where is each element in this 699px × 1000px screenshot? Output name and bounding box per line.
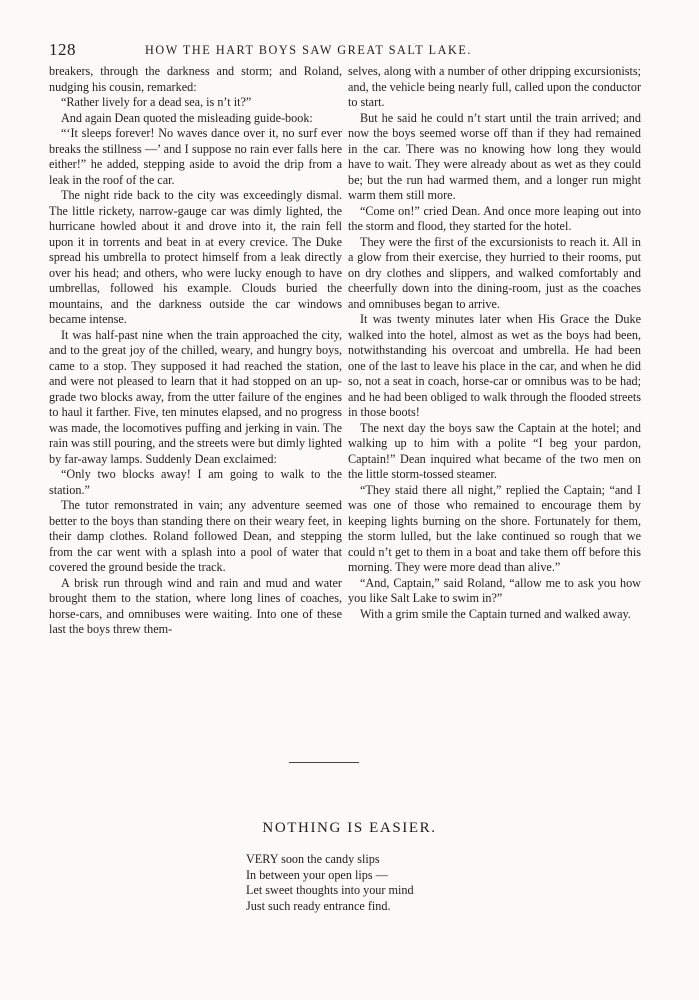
paragraph: “Come on!” cried Dean. And once more leaping out into the storm and flood, they started for the hotel. — [348, 203, 641, 233]
right-column — [348, 64, 641, 622]
poem-body — [246, 852, 414, 914]
paragraph: With a grim smile the Captain turned and walked away. — [360, 606, 631, 621]
section-divider — [289, 762, 359, 763]
left-column — [49, 64, 342, 638]
paragraph: “Only two blocks away! I am going to walk to the station.” — [49, 467, 342, 497]
paragraph: But he said he could n’t start until the train arrived; and now the boys seemed worse off than if they had remained in the car. There was no knowing how long they would have to wait. They were already about as wet as they could be; but the run had warmed them, and a longer run might warm them still more. — [348, 110, 641, 202]
poem-line: In between your open lips — — [246, 867, 388, 882]
poem-line: VERY soon the candy slips — [246, 852, 380, 866]
paragraph: It was half-past nine when the train approached the city, and to the great joy of the chilled, weary, and hungry boys, came to a stop. They supposed it had reached the station, and were not pleased to learn that it had stopped on an up-grade two blocks away, from the utter failure of the engines to haul it farther. Five, ten minutes elapsed, and no progress was made, the locomotives puffing and jerking in vain. The rain was still pouring, and the streets were but dimly lighted by far-away lamps. Suddenly Dean exclaimed: — [49, 327, 342, 466]
paragraph: The night ride back to the city was exceedingly dismal. The little rickety, narrow-gauge car was dimly lighted, the hurricane howled about it and drove into it, the rain fell upon it in torrents and beat in at every crevice. The Duke spread his umbrella to protect himself from a leak directly over his head; and others, who were lucky enough to have umbrellas, followed his example. Clouds buried the mountains, and the darkness outside the car windows became intense. — [49, 188, 342, 326]
paragraph: It was twenty minutes later when His Grace the Duke walked into the hotel, almost as wet as the boys had been, notwithstanding his overcoat and umbrella. He had been one of the last to leave his place in the car, and when he did so, not a seat in coach, horse-car or omnibus was to be had; and he had been obliged to walk through the flooded streets in those boots! — [348, 312, 641, 419]
page-header — [49, 40, 654, 60]
poem-title: NOTHING IS EASIER. — [262, 820, 437, 836]
paragraph: A brisk run through wind and rain and mud and water brought them to the station, where long lines of coaches, horse-cars, and omnibuses were waiting. Into one of these last the boys threw them- — [49, 575, 342, 636]
paragraph: And again Dean quoted the misleading guide-book: — [61, 110, 313, 125]
poem-line: Let sweet thoughts into your mind — [246, 883, 414, 897]
page-number: 128 — [49, 40, 76, 59]
paragraph: The tutor remonstrated in vain; any adventure seemed better to the boys than standing there on their weary feet, in their damp clothes. Roland followed Dean, and stepping from the car went with a splash into a pool of water that covered the ground beside the track. — [49, 498, 342, 574]
poem-line: Just such ready entrance find. — [246, 898, 391, 913]
paragraph: selves, along with a number of other dripping excursionists; and, the vehicle being nearly full, called upon the conductor to start. — [348, 64, 641, 109]
paragraph: “They staid there all night,” replied the Captain; “and I was one of those who remained to encourage them by keeping lights burning on the shore. Fortunately for them, the storm lulled, but the lake continued so rough that we could n’t get to them in a boat and take them off before this morning. They were more dead than alive.” — [348, 482, 641, 574]
paragraph: “And, Captain,” said Roland, “allow me to ask you how you like Salt Lake to swim in?” — [348, 575, 641, 605]
paragraph: “‘It sleeps forever! No waves dance over it, no surf ever breaks the stillness —’ and I suppose no rain ever falls here either!” he added, stepping aside to avoid the drip from a leak in the roof of the car. — [49, 126, 342, 187]
paragraph: “Rather lively for a dead sea, is n’t it?” — [61, 95, 252, 109]
paragraph: The next day the boys saw the Captain at the hotel; and walking up to him with a polite “I beg your pardon, Captain!” Dean inquired what became of the two men on the little storm-tossed steamer. — [348, 420, 641, 481]
paragraph: They were the first of the excursionists to reach it. All in a glow from their exercise, they hurried to their rooms, put on dry clothes and slippers, and walked comfortably and cheerfully down into the dining-room, just as the coaches and omnibuses began to arrive. — [348, 234, 641, 311]
running-title: HOW THE HART BOYS SAW GREAT SALT LAKE. — [145, 43, 472, 57]
paragraph: breakers, through the darkness and storm; and Roland, nudging his cousin, remarked: — [49, 64, 342, 94]
